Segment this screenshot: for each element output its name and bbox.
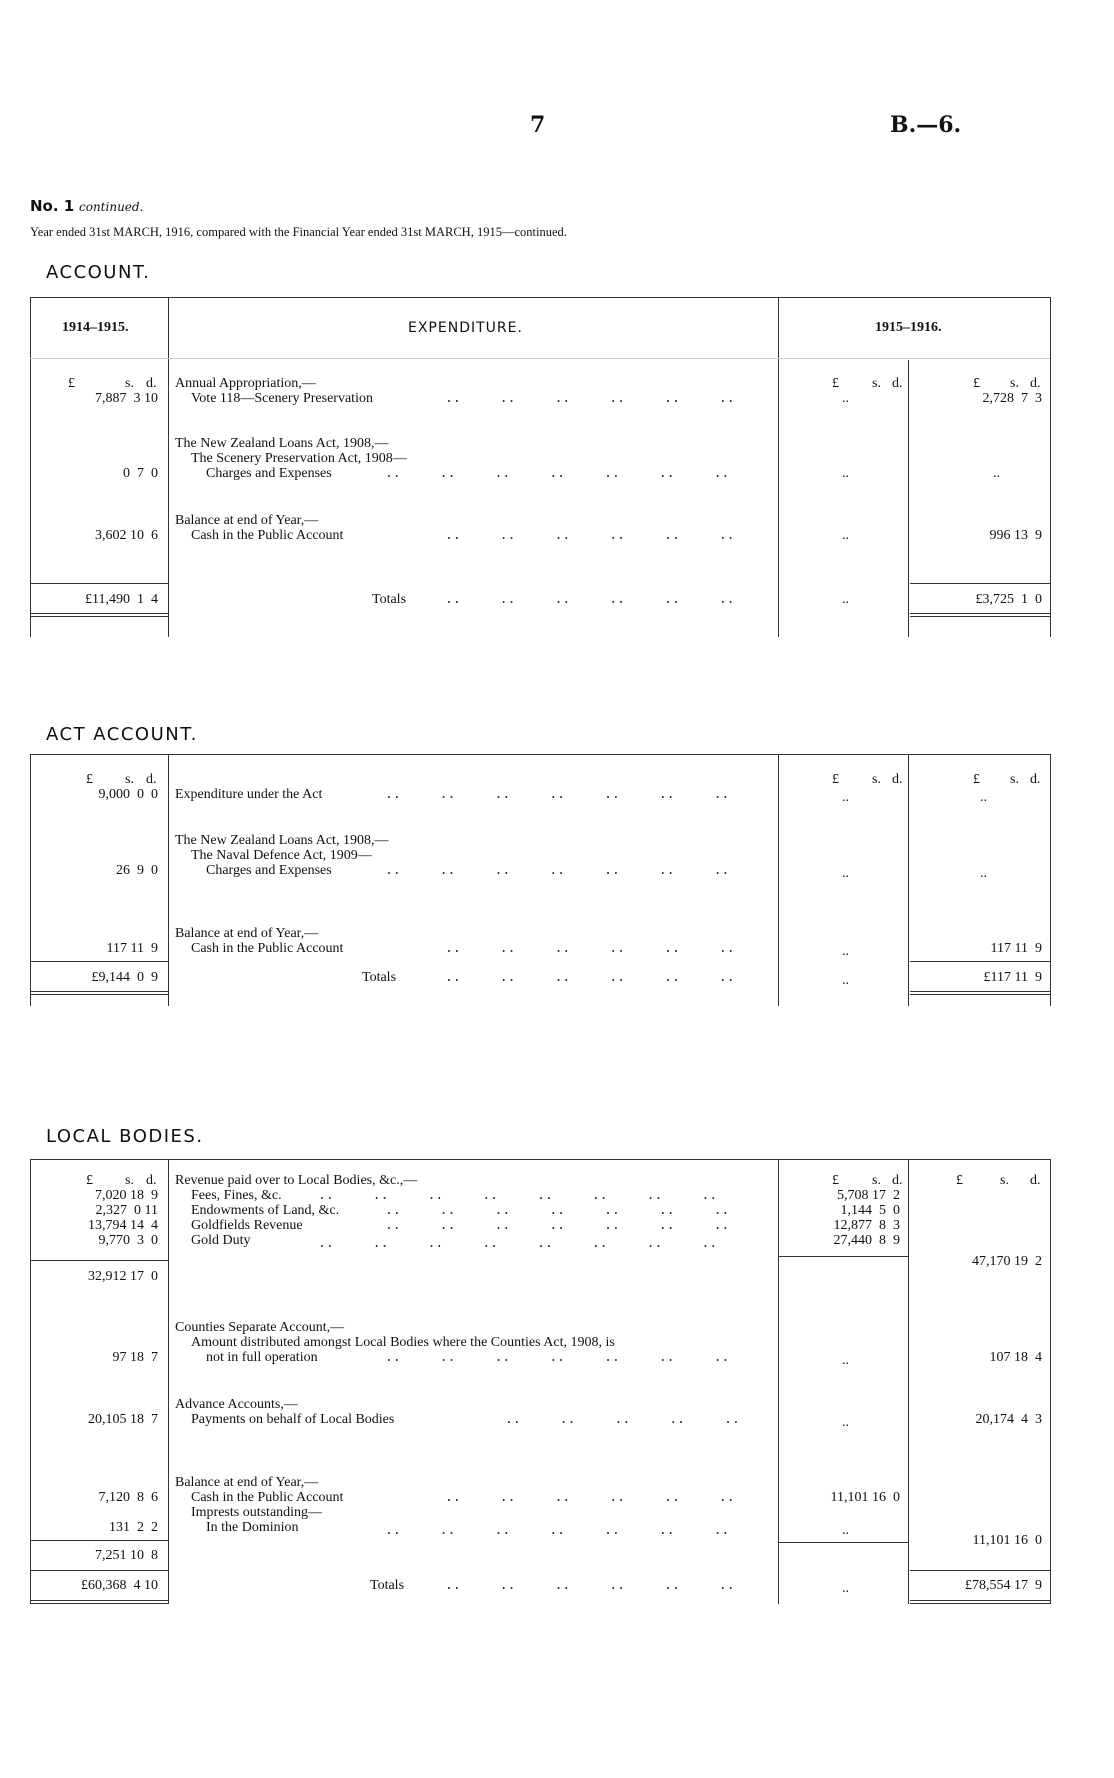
s1-row1-right: 2,728 7 3	[982, 391, 1042, 406]
schedule-heading	[30, 197, 143, 215]
s2-row1-left: 9,000 0 0	[98, 787, 158, 802]
s3-balance-heading: Balance at end of Year,—	[175, 1475, 319, 1490]
s1-row3-mid: ..	[842, 528, 849, 543]
lsd-d: d.	[146, 772, 157, 787]
leader-dots: .. .. .. .. .. .. ..	[385, 1523, 730, 1538]
s2-row1-line1: Expenditure under the Act	[175, 787, 323, 802]
s1-row2-line2: The Scenery Preservation Act, 1908—	[191, 451, 407, 466]
leader-dots: .. .. .. .. .. .. ..	[385, 1218, 730, 1233]
leader-dots: .. .. .. .. .. ..	[445, 391, 735, 406]
s2-total-right: £117 11 9	[983, 970, 1042, 985]
s3-rev3-label: Goldfields Revenue	[191, 1218, 303, 1233]
s3-total-left: £60,368 4 10	[81, 1578, 158, 1593]
s3-counties-right: 107 18 4	[989, 1350, 1042, 1365]
lsd-s: s.	[125, 772, 134, 787]
s3-rev4-label: Gold Duty	[191, 1233, 251, 1248]
lsd-pound-mid: £	[832, 772, 839, 787]
s2-row2-right: ..	[980, 866, 987, 881]
s2-total-mid: ..	[842, 973, 849, 988]
lsd-s-mid: s.	[872, 1173, 881, 1188]
s1-total-right: £3,725 1 0	[975, 592, 1042, 607]
s1-row1-line2: Vote 118—Scenery Preservation	[191, 391, 373, 406]
s3-balance-mid1: 11,101 16 0	[830, 1490, 900, 1505]
lsd-pound: £	[86, 1173, 93, 1188]
leader-dots: .. .. .. .. .. ..	[445, 941, 735, 956]
s3-balance-mid2: ..	[842, 1523, 849, 1538]
schedule-continued: continued.	[79, 200, 144, 214]
s3-advance-right: 20,174 4 3	[975, 1412, 1042, 1427]
s3-balance-line2: Imprests outstanding—	[191, 1505, 323, 1520]
s3-rev4-mid: 27,440 8 9	[833, 1233, 900, 1248]
leader-dots: .. .. .. .. .. ..	[445, 970, 735, 985]
lsd-pound: £	[86, 772, 93, 787]
s3-balance-line1: Cash in the Public Account	[191, 1490, 344, 1505]
leader-dots: .. .. .. .. .. .. .. ..	[318, 1188, 718, 1203]
lsd-d-mid: d.	[892, 376, 903, 391]
leader-dots: .. .. .. .. .. ..	[445, 1490, 735, 1505]
s3-advance-left: 20,105 18 7	[88, 1412, 158, 1427]
lsd-s: s.	[125, 1173, 134, 1188]
lsd-pound-mid: £	[832, 1173, 839, 1188]
section1-title: ACCOUNT.	[46, 262, 151, 283]
s2-row2-mid: ..	[842, 866, 849, 881]
s2-row3-line2: Cash in the Public Account	[191, 941, 344, 956]
s3-advance-mid: ..	[842, 1415, 849, 1430]
s3-rev2-label: Endowments of Land, &c.	[191, 1203, 340, 1218]
leader-dots: .. .. .. .. ..	[505, 1412, 740, 1427]
s3-rev-subtotal-right: 47,170 19 2	[972, 1254, 1042, 1269]
s3-counties-line2: not in full operation	[206, 1350, 318, 1365]
s3-advance-heading: Advance Accounts,—	[175, 1397, 298, 1412]
s1-row1-mid: ..	[842, 391, 849, 406]
s2-row1-mid: ..	[842, 790, 849, 805]
s1-row3-right: 996 13 9	[989, 528, 1042, 543]
schedule-number: No. 1	[30, 197, 75, 215]
leader-dots: .. .. .. .. .. .. ..	[385, 863, 730, 878]
s3-advance-line: Payments on behalf of Local Bodies	[191, 1412, 395, 1427]
s2-row3-right: 117 11 9	[990, 941, 1042, 956]
lsd-s-right: s.	[1010, 772, 1019, 787]
s1-row1-line1: Annual Appropriation,—	[175, 376, 316, 391]
s3-counties-mid: ..	[842, 1353, 849, 1368]
leader-dots: .. .. .. .. .. .. ..	[385, 1203, 730, 1218]
s2-row1-right: ..	[980, 790, 987, 805]
lsd-d-mid: d.	[892, 1173, 903, 1188]
leader-dots: .. .. .. .. .. ..	[445, 1578, 735, 1593]
s3-total-mid: ..	[842, 1581, 849, 1596]
lsd-s: s.	[125, 376, 134, 391]
lsd-s-mid: s.	[872, 376, 881, 391]
s3-balance-subtotal-left: 7,251 10 8	[95, 1548, 158, 1563]
s3-rev2-mid: 1,144 5 0	[840, 1203, 900, 1218]
lsd-s-right: s.	[1000, 1173, 1009, 1188]
s1-row3-left: 3,602 10 6	[95, 528, 158, 543]
s1-row2-right: ..	[993, 466, 1000, 481]
section3-title: LOCAL BODIES.	[46, 1126, 204, 1147]
page-number: 7	[530, 112, 546, 138]
lsd-d: d.	[146, 1173, 157, 1188]
section1-mid-header: EXPENDITURE.	[408, 320, 523, 336]
s3-rev-subtotal-left: 32,912 17 0	[88, 1269, 158, 1284]
s2-total-left: £9,144 0 9	[91, 970, 158, 985]
s2-total-label: Totals	[362, 970, 397, 985]
s2-row2-line1: The New Zealand Loans Act, 1908,—	[175, 833, 389, 848]
lsd-pound-mid: £	[832, 376, 839, 391]
s3-counties-line1: Amount distributed amongst Local Bodies where the Counties Act, 1908, is	[191, 1335, 615, 1350]
s3-rev1-mid: 5,708 17 2	[837, 1188, 900, 1203]
s1-row1-left: 7,887 3 10	[95, 391, 158, 406]
s3-balance-subtotal-right: 11,101 16 0	[972, 1533, 1042, 1548]
s3-rev3-left: 13,794 14 4	[88, 1218, 158, 1233]
s3-counties-heading: Counties Separate Account,—	[175, 1320, 345, 1335]
lsd-pound: £	[68, 376, 75, 391]
lsd-s-right: s.	[1010, 376, 1019, 391]
s1-row3-line1: Balance at end of Year,—	[175, 513, 319, 528]
section2-title: ACT ACCOUNT.	[46, 724, 198, 745]
s2-row3-mid: ..	[842, 944, 849, 959]
leader-dots: .. .. .. .. .. .. ..	[385, 1350, 730, 1365]
s1-row2-line3: Charges and Expenses	[206, 466, 332, 481]
lsd-pound-right: £	[956, 1173, 963, 1188]
leader-dots: .. .. .. .. .. ..	[445, 592, 735, 607]
s3-balance-left1: 7,120 8 6	[98, 1490, 158, 1505]
s2-row2-line3: Charges and Expenses	[206, 863, 332, 878]
s1-row3-line2: Cash in the Public Account	[191, 528, 344, 543]
leader-dots: .. .. .. .. .. .. ..	[385, 787, 730, 802]
section1-left-header: 1914–1915.	[62, 320, 129, 335]
s3-balance-left2: 131 2 2	[109, 1520, 158, 1535]
s3-revenue-heading: Revenue paid over to Local Bodies, &c.,—	[175, 1173, 418, 1188]
s2-row3-line1: Balance at end of Year,—	[175, 926, 319, 941]
s3-rev3-mid: 12,877 8 3	[833, 1218, 900, 1233]
lsd-d-mid: d.	[892, 772, 903, 787]
s1-total-mid: ..	[842, 592, 849, 607]
s3-rev1-left: 7,020 18 9	[95, 1188, 158, 1203]
leader-dots: .. .. .. .. .. .. ..	[385, 466, 730, 481]
lsd-pound-right: £	[973, 772, 980, 787]
s2-row2-left: 26 9 0	[116, 863, 158, 878]
page-code: B.—6.	[890, 112, 962, 138]
section1-right-header: 1915–1916.	[875, 320, 942, 335]
s1-total-left: £11,490 1 4	[85, 592, 158, 607]
s3-total-label: Totals	[370, 1578, 405, 1593]
lsd-d-right: d.	[1030, 1173, 1041, 1188]
leader-dots: .. .. .. .. .. ..	[445, 528, 735, 543]
s1-row2-mid: ..	[842, 466, 849, 481]
s3-total-right: £78,554 17 9	[965, 1578, 1042, 1593]
lsd-s-mid: s.	[872, 772, 881, 787]
s3-rev1-label: Fees, Fines, &c.	[191, 1188, 282, 1203]
lsd-d-right: d.	[1030, 772, 1041, 787]
s1-total-label: Totals	[372, 592, 407, 607]
lsd-pound-right: £	[973, 376, 980, 391]
s2-row3-left: 117 11 9	[106, 941, 158, 956]
s1-row2-left: 0 7 0	[123, 466, 158, 481]
s3-balance-line3: In the Dominion	[206, 1520, 299, 1535]
year-line: Year ended 31st MARCH, 1916, compared with the Financial Year ended 31st MARCH, 1915—continued.	[30, 225, 567, 239]
s2-row2-line2: The Naval Defence Act, 1909—	[191, 848, 372, 863]
s3-counties-left: 97 18 7	[112, 1350, 158, 1365]
s3-rev2-left: 2,327 0 11	[95, 1203, 158, 1218]
s3-rev4-left: 9,770 3 0	[98, 1233, 158, 1248]
lsd-d-right: d.	[1030, 376, 1041, 391]
lsd-d: d.	[146, 376, 157, 391]
s1-row2-line1: The New Zealand Loans Act, 1908,—	[175, 436, 389, 451]
leader-dots: .. .. .. .. .. .. .. ..	[318, 1236, 718, 1251]
